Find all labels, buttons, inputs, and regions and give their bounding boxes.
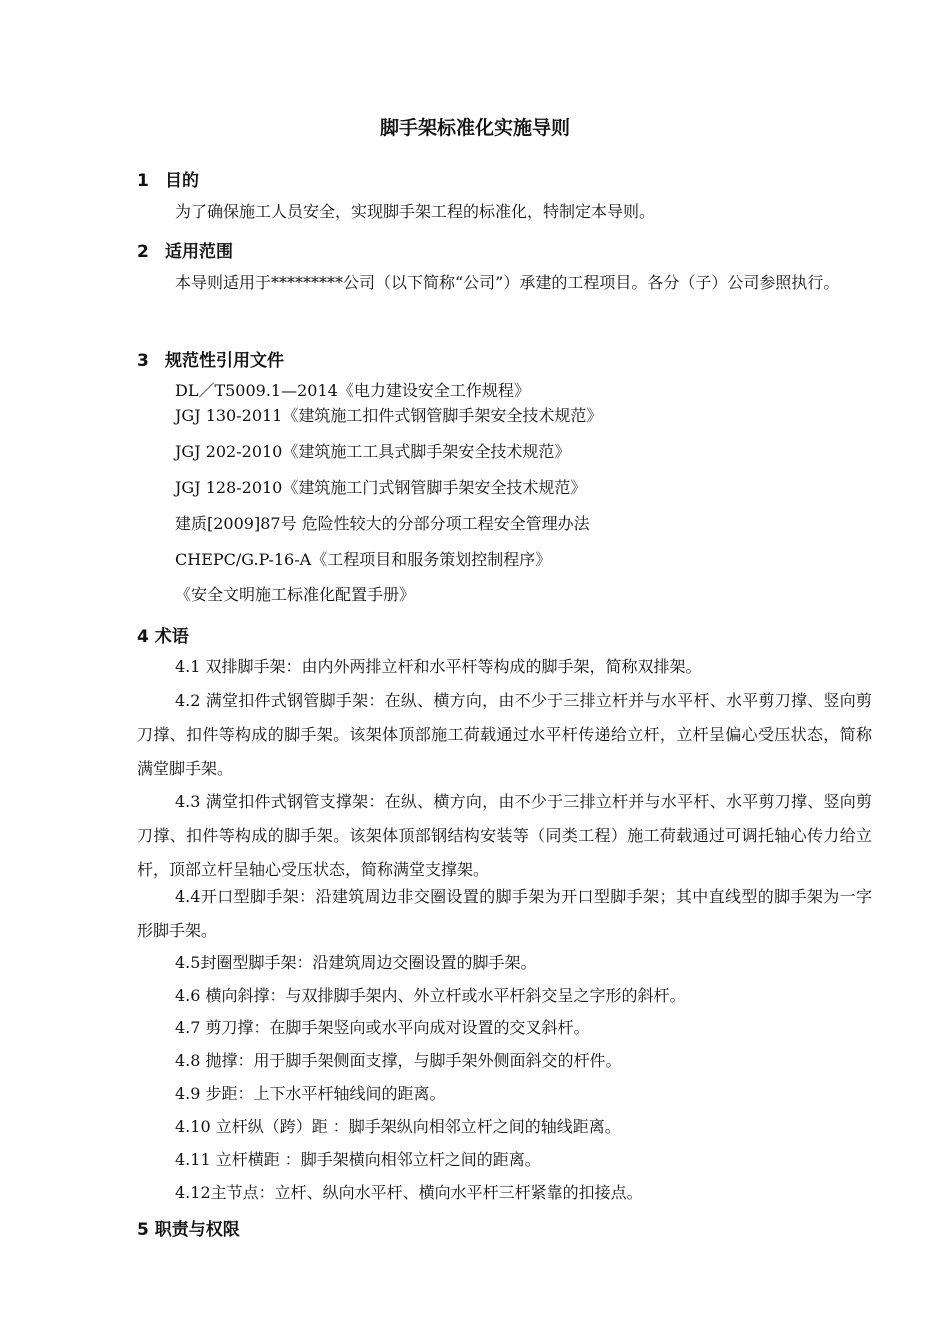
section-number: 1 (137, 171, 149, 191)
section-heading-responsibilities (137, 1215, 240, 1240)
reference-item: 《安全文明施工标准化配置手册》 (175, 585, 416, 604)
term-item: 4.3 满堂扣件式钢管支撑架：在纵、横方向，由不少于三排立杆并与水平杆、水平剪刀撑、竖向剪刀撑、扣件等构成的脚手架。该架体顶部钢结构安装等（同类工程）施工荷载通过可调托轴心传力给立杆，顶部立杆呈轴心受压状态，简称满堂支撑架。 (137, 792, 872, 879)
term-item: 4.5封圈型脚手架：沿建筑周边交圈设置的脚手架。 (175, 953, 537, 972)
section-number: 4 (137, 627, 149, 647)
section-title: 职责与权限 (154, 1220, 240, 1240)
section-heading-references (137, 346, 284, 371)
term-item: 4.11 立杆横距 ：脚手架横向相邻立杆之间的距离。 (175, 1150, 541, 1169)
reference-item: JGJ 128-2010《建筑施工门式钢管脚手架安全技术规范》 (175, 478, 587, 497)
section-title: 适用范围 (165, 242, 233, 262)
reference-item: DL／T5009.1—2014《电力建设安全工作规程》 (175, 381, 530, 400)
section-heading-terms (137, 622, 189, 647)
term-item: 4.12主节点：立杆、纵向水平杆、横向水平杆三杆紧靠的扣接点。 (175, 1183, 643, 1202)
scope-paragraph: 本导则适用于*********公司（以下简称“公司”）承建的工程项目。各分（子）公司参照执行。 (175, 273, 840, 292)
purpose-paragraph: 为了确保施工人员安全，实现脚手架工程的标准化，特制定本导则。 (175, 202, 656, 221)
reference-item: JGJ 202-2010《建筑施工工具式脚手架安全技术规范》 (175, 442, 571, 461)
term-item: 4.9 步距：上下水平杆轴线间的距离。 (175, 1084, 446, 1103)
section-number: 2 (137, 242, 149, 262)
document-title: 脚手架标准化实施导则 (379, 117, 570, 139)
section-number: 5 (137, 1220, 149, 1240)
term-item: 4.10 立杆纵（跨）距 ：脚手架纵向相邻立杆之间的轴线距离。 (175, 1117, 621, 1136)
reference-item: JGJ 130-2011《建筑施工扣件式钢管脚手架安全技术规范》 (175, 406, 603, 425)
term-item: 4.2 满堂扣件式钢管脚手架：在纵、横方向，由不少于三排立杆并与水平杆、水平剪刀撑、竖向剪刀撑、扣件等构成的脚手架。该架体顶部施工荷载通过水平杆传递给立杆，立杆呈偏心受压状态，简称满堂脚手架。 (137, 691, 872, 778)
section-number: 3 (137, 351, 149, 371)
reference-item: CHEPC/G.P-16-A《工程项目和服务策划控制程序》 (175, 550, 552, 569)
term-item: 4.7 剪刀撑：在脚手架竖向或水平向成对设置的交叉斜杆。 (175, 1018, 590, 1037)
term-item: 4.4开口型脚手架：沿建筑周边非交圈设置的脚手架为开口型脚手架；其中直线型的脚手架为一字形脚手架。 (137, 887, 872, 940)
section-title: 术语 (154, 627, 189, 647)
section-title: 规范性引用文件 (165, 351, 284, 371)
reference-item: 建质[2009]87号 危险性较大的分部分项工程安全管理办法 (175, 514, 590, 533)
section-heading-purpose (137, 166, 199, 191)
term-item: 4.1 双排脚手架：由内外两排立杆和水平杆等构成的脚手架，简称双排架。 (175, 657, 702, 676)
term-item: 4.8 抛撑：用于脚手架侧面支撑，与脚手架外侧面斜交的杆件。 (175, 1051, 622, 1070)
section-heading-scope (137, 237, 233, 262)
term-item: 4.6 横向斜撑：与双排脚手架内、外立杆或水平杆斜交呈之字形的斜杆。 (175, 986, 686, 1005)
section-title: 目的 (165, 171, 199, 191)
